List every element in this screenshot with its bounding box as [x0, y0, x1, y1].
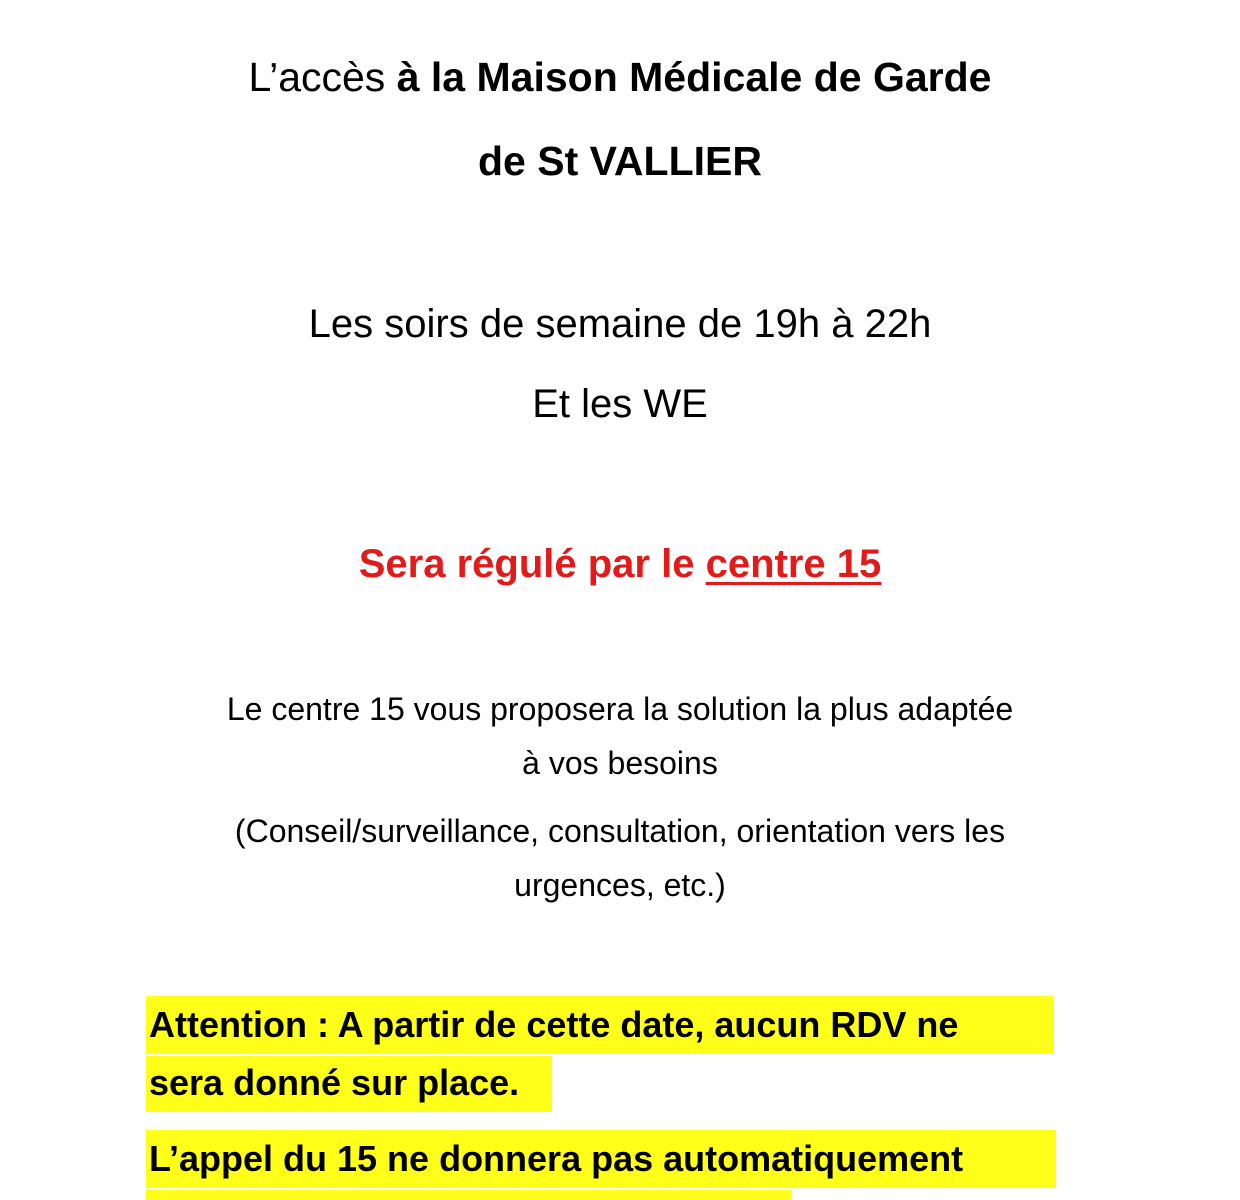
page-title-line-1 [0, 50, 1240, 104]
regulation-text: Sera régulé par le [358, 542, 706, 586]
title-bold: à la Maison Médicale de Garde [396, 54, 992, 100]
info-line-4: urgences, etc.) [514, 867, 726, 903]
info-line-2: à vos besoins [522, 745, 718, 781]
page-title-line-2: de St VALLIER [478, 138, 762, 184]
info-line-1: Le centre 15 vous proposera la solution la plus adaptée [226, 691, 1014, 727]
warning-line-1: Attention : A partir de cette date, aucun RDV ne [149, 1004, 959, 1045]
hours-weekend: Et les WE [532, 382, 708, 426]
hours-weekday: Les soirs de semaine de 19h à 22h [308, 302, 932, 346]
info-line-3: (Conseil/surveillance, consultation, orientation vers les [234, 813, 1006, 849]
warning-line-2: sera donné sur place. [149, 1062, 520, 1103]
highlight-band [146, 1190, 791, 1200]
warning-line-3: L’appel du 15 ne donnera pas automatiquement [149, 1138, 964, 1179]
title-lead: L’accès [248, 54, 386, 100]
regulation-notice [0, 538, 1240, 590]
regulation-centre-15: centre 15 [705, 542, 882, 586]
